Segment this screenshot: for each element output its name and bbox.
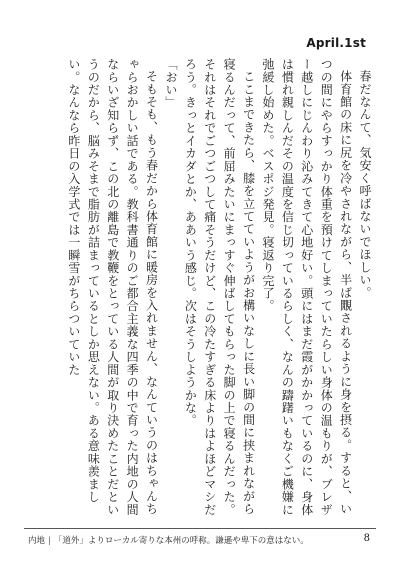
footnote-text: 「道外」よりローカル寄りな本州の呼称。謙遜や卑下の意はない。	[53, 536, 309, 546]
paragraph-5: そもそも、もう春だから体育館に暖房を入れません、なんていうのはちゃんちゃらおかしい話である。教科書通りのご都合主義な四季の中で育った内地の人間ならいざ知らず、この北の離島で教鞭をとっている人間が取り決めたことだというのだから、脳みそまで脂肪が詰まっているとしか思えない。ある意味羨ましい。なんなら昨日の入学式では一瞬雪がちらついていた	[66, 58, 159, 516]
footnote-term: 内地	[28, 536, 46, 546]
vertical-body-text	[26, 58, 374, 524]
footer-divider	[24, 528, 376, 529]
paragraph-3: ここまできたら、膝を立てていようがお構いなしに長い脚の間に挟まれながら寝るんだって、前屈みたいにまっすぐ伸ばしてもらった脚の上で寝るんだった。それはそれでごつごつして痛そうだけど、この冷たすぎる床よりはよほどマシだろう。きっとイカダとか、ああいう感じ。次はそうしようかな。	[183, 58, 256, 516]
paragraph-1: 春だなんて、気安く呼ばないでほしい。	[358, 70, 372, 299]
footnote	[28, 534, 309, 546]
page-header-date: April.1st	[306, 36, 366, 50]
page-number: 8	[363, 533, 370, 544]
paragraph-dialogue: 「おい」	[163, 58, 178, 109]
paragraph-2: 体育館の床に尻を冷やされながら、半ば覵されるように身を摂る。すると、いつの間にやらすっかり体重を預けてしまっていたらしい身体の温もりが、ブレザー越しにじんわり沁みてきて心地好い。頭にはまだ霞がかかっているのに、身体は慣れ親しんだその温度を信じ切っているらしく、なんの躊躇いもなくご機嫌に弛緩し始めた。ベスポジ発見。寝返り完了。	[260, 58, 353, 516]
footnote-separator: |	[48, 536, 51, 546]
